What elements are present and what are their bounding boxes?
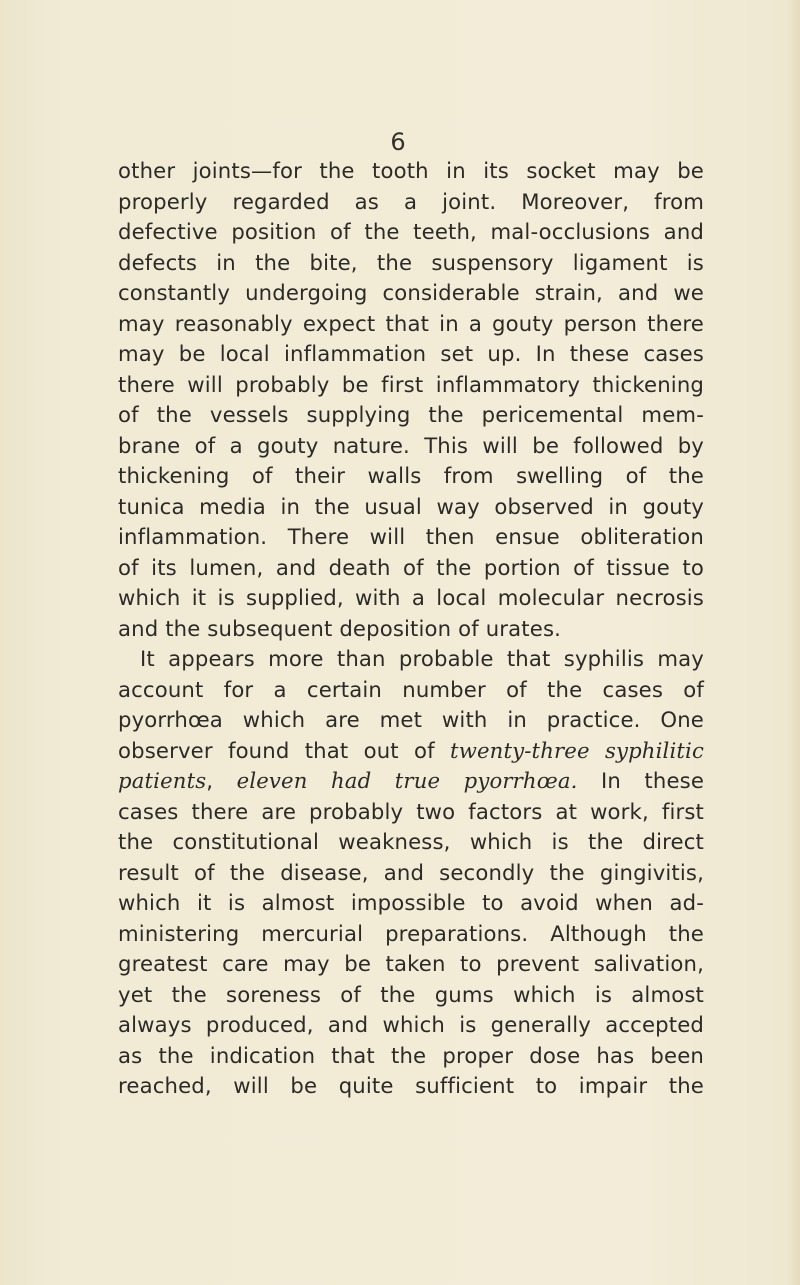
italic-text: eleven had true pyorrhœa.: [236, 768, 578, 793]
text-line: may reasonably expect that in a gouty person there: [118, 310, 704, 336]
paragraph-1: [118, 156, 704, 644]
text-run: observer found that out of: [118, 737, 451, 763]
text-line: always produced, and which is generally accepted: [118, 1012, 704, 1037]
text-line: ministering mercurial preparations. Although the: [118, 920, 704, 946]
text-line: constantly undergoing considerable strain, and we: [118, 280, 704, 305]
text-line: yet the soreness of the gums which is almost: [118, 981, 704, 1007]
text-line: of its lumen, and death of the portion of tissue to: [118, 554, 704, 580]
text-line: and the subsequent deposition of urates.: [118, 615, 562, 641]
text-line: pyorrhœa which are met with in practice. One: [118, 707, 704, 732]
text-line: there will probably be first inflammatory thickening: [118, 371, 704, 397]
text-line: may be local inflammation set up. In these cases: [118, 341, 704, 366]
text-line: defects in the bite, the suspensory ligament is: [118, 249, 704, 275]
text-line: [118, 766, 704, 797]
text-run: ,: [206, 768, 237, 793]
text-line: properly regarded as a joint. Moreover, from: [118, 188, 704, 214]
text-line: result of the disease, and secondly the gingivitis,: [118, 859, 704, 885]
text-line: as the indication that the proper dose has been: [118, 1042, 704, 1068]
text-line: which it is almost impossible to avoid when ad-: [118, 890, 704, 915]
paragraph-2: [118, 644, 704, 1102]
text-line: [118, 736, 704, 767]
text-line: inflammation. There will then ensue obliteration: [118, 524, 704, 549]
text-line: account for a certain number of the cases of: [118, 676, 704, 702]
text-line: of the vessels supplying the pericemental mem-: [118, 402, 704, 427]
text-line: greatest care may be taken to prevent salivation,: [118, 951, 704, 976]
italic-text: patients: [118, 768, 207, 793]
text-line: other joints—for the tooth in its socket may be: [118, 158, 704, 183]
text-line: cases there are probably two factors at work, first: [118, 798, 704, 824]
text-line: thickening of their walls from swelling of the: [118, 463, 704, 488]
text-line: It appears more than probable that syphilis may: [140, 646, 704, 671]
body-text: [118, 156, 704, 1102]
text-line: defective position of the teeth, mal-occlusions and: [118, 219, 704, 244]
text-run: In these: [577, 768, 704, 793]
text-line: brane of a gouty nature. This will be followed by: [118, 432, 704, 458]
text-line: reached, will be quite sufficient to impair the: [118, 1073, 704, 1098]
italic-text: twenty-three syphilitic: [450, 737, 704, 763]
text-line: tunica media in the usual way observed in gouty: [118, 493, 704, 519]
text-line: which it is supplied, with a local molecular necrosis: [118, 585, 704, 610]
page-number: 6: [390, 128, 406, 156]
text-line: the constitutional weakness, which is the direct: [118, 829, 704, 854]
page-edge-shadow: [786, 0, 800, 1285]
